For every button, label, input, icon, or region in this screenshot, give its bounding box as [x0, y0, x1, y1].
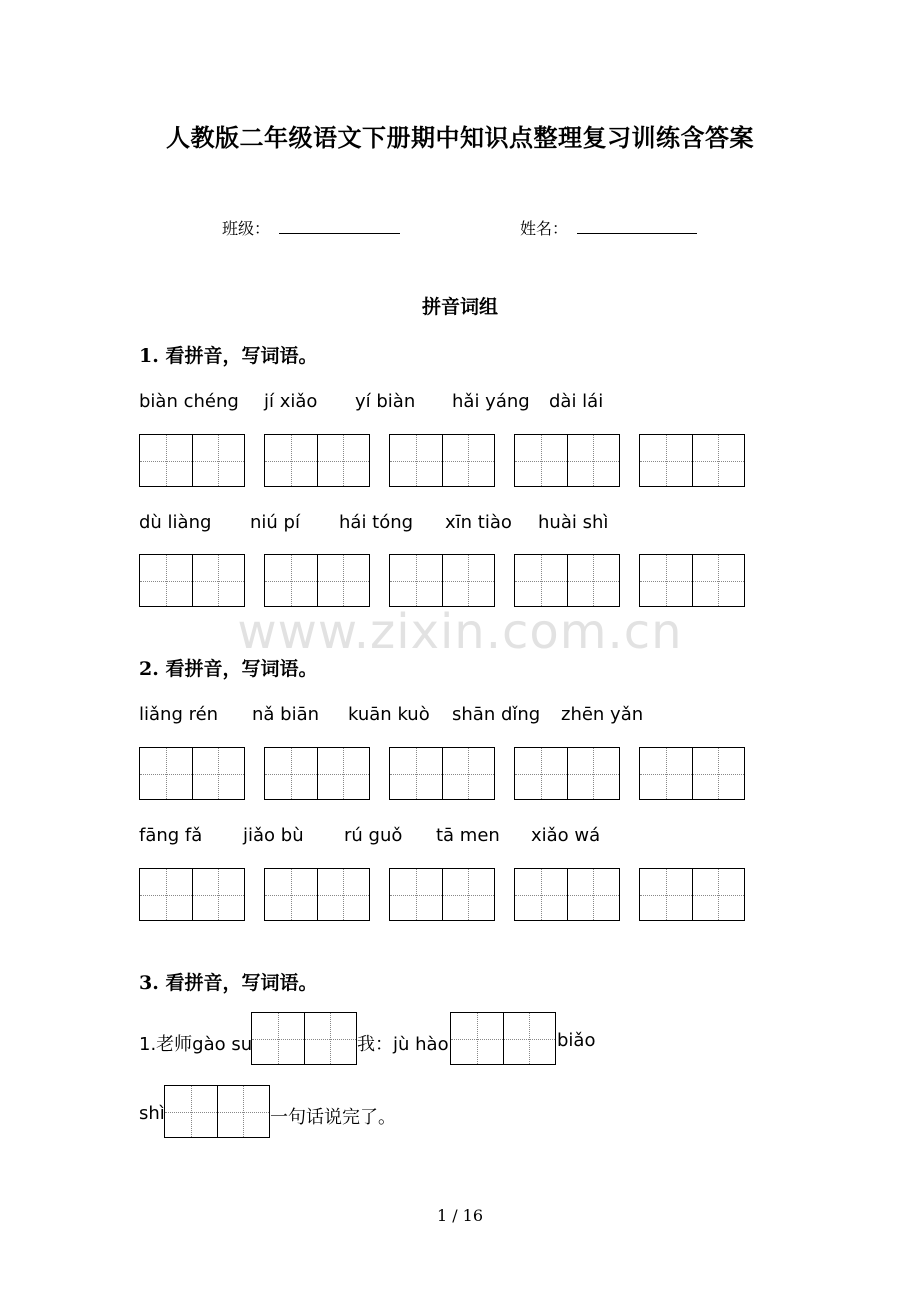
- question-2-title: 2. 看拼音，写词语。: [139, 658, 318, 680]
- pinyin-label: kuān kuò: [348, 704, 430, 725]
- answer-box[interactable]: [389, 868, 495, 921]
- answer-box[interactable]: [514, 868, 620, 921]
- pinyin-label: jiǎo bù: [243, 825, 304, 846]
- answer-box[interactable]: [139, 434, 245, 487]
- class-label: 班级：: [222, 219, 271, 238]
- page-number: 1 / 16: [436, 1206, 484, 1225]
- sentence-text: 我：jù hào: [357, 1034, 449, 1055]
- question-1-title: 1. 看拼音，写词语。: [139, 345, 318, 367]
- pinyin-label: niú pí: [250, 512, 300, 533]
- document-title: 人教版二年级语文下册期中知识点整理复习训练含答案: [166, 123, 754, 152]
- sentence-text: shì: [139, 1103, 165, 1124]
- answer-box[interactable]: [389, 747, 495, 800]
- class-blank-line[interactable]: [279, 233, 400, 234]
- watermark: www.zixin.com.cn: [237, 604, 683, 660]
- pinyin-label: nǎ biān: [252, 704, 320, 725]
- pinyin-label: tā men: [436, 825, 500, 846]
- answer-box[interactable]: [264, 434, 370, 487]
- answer-box[interactable]: [639, 747, 745, 800]
- pinyin-label: xiǎo wá: [531, 825, 601, 846]
- pinyin-label: hái tóng: [339, 512, 414, 533]
- answer-box[interactable]: [514, 434, 620, 487]
- pinyin-label: dù liàng: [139, 512, 212, 533]
- answer-box[interactable]: [389, 554, 495, 607]
- name-label: 姓名：: [520, 219, 569, 238]
- answer-box[interactable]: [139, 747, 245, 800]
- answer-box[interactable]: [139, 868, 245, 921]
- pinyin-label: hǎi yáng: [452, 391, 530, 412]
- pinyin-label: yí biàn: [355, 391, 416, 412]
- question-3-title: 3. 看拼音，写词语。: [139, 972, 318, 994]
- answer-box[interactable]: [264, 868, 370, 921]
- pinyin-label: jí xiǎo: [264, 391, 318, 412]
- pinyin-label: fāng fǎ: [139, 825, 203, 846]
- pinyin-label: huài shì: [538, 512, 609, 533]
- pinyin-label: rú guǒ: [344, 825, 403, 846]
- answer-box[interactable]: [139, 554, 245, 607]
- answer-box[interactable]: [389, 434, 495, 487]
- pinyin-label: dài lái: [549, 391, 604, 412]
- pinyin-label: shān dǐng: [452, 704, 541, 725]
- name-blank-line[interactable]: [577, 233, 697, 234]
- sentence-text: 一句话说完了。: [270, 1107, 396, 1128]
- section-title: 拼音词组: [421, 296, 498, 318]
- answer-box[interactable]: [639, 434, 745, 487]
- sentence-text: biǎo: [557, 1030, 596, 1051]
- answer-box[interactable]: [639, 868, 745, 921]
- sentence-text: 1.老师gào su: [139, 1034, 253, 1055]
- answer-box[interactable]: [639, 554, 745, 607]
- answer-box[interactable]: [251, 1012, 357, 1065]
- pinyin-label: biàn chéng: [139, 391, 239, 412]
- answer-box[interactable]: [164, 1085, 270, 1138]
- answer-box[interactable]: [450, 1012, 556, 1065]
- answer-box[interactable]: [264, 554, 370, 607]
- pinyin-label: xīn tiào: [445, 512, 512, 533]
- pinyin-label: zhēn yǎn: [561, 704, 644, 725]
- answer-box[interactable]: [514, 554, 620, 607]
- answer-box[interactable]: [514, 747, 620, 800]
- answer-box[interactable]: [264, 747, 370, 800]
- pinyin-label: liǎng rén: [139, 704, 219, 725]
